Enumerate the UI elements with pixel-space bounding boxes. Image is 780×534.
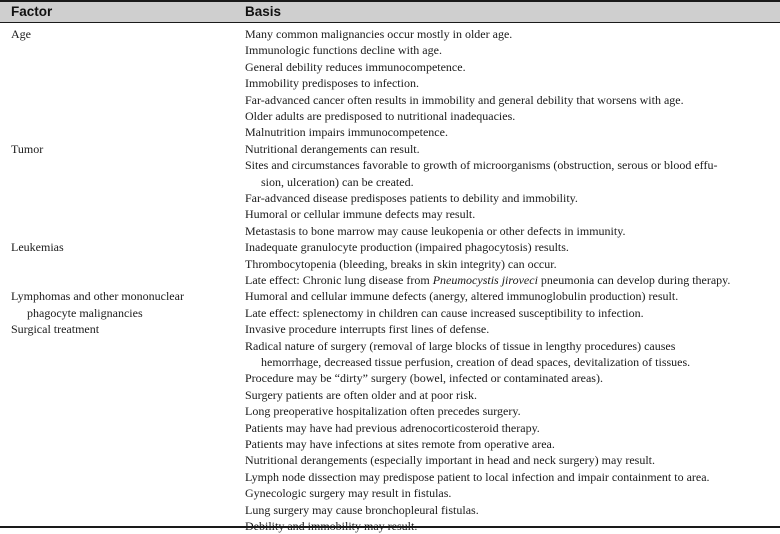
basis-cell: Debility and immobility may result. <box>245 519 418 533</box>
basis-cell: Thrombocytopenia (bleeding, breaks in skin integrity) can occur. <box>245 256 557 271</box>
factor-cell: Lymphomas and other mononuclear <box>11 289 184 304</box>
table-bottom-rule <box>0 526 780 528</box>
basis-cell: Long preoperative hospitalization often precedes surgery. <box>245 404 521 419</box>
basis-column-header: Basis <box>245 4 282 19</box>
factor-cell: phagocyte malignancies <box>27 305 143 320</box>
basis-cell: Far-advanced cancer often results in immobility and general debility that worsens with age. <box>245 92 684 107</box>
basis-cell: Humoral or cellular immune defects may result. <box>245 207 476 222</box>
basis-cell: Older adults are predisposed to nutritional inadequacies. <box>245 109 516 123</box>
basis-cell: Malnutrition impairs immunocompetence. <box>245 125 448 140</box>
table-header <box>0 0 780 23</box>
factor-cell: Leukemias <box>11 240 64 255</box>
basis-cell: Late effect: Chronic lung disease from Pneumocystis jiroveci pneumonia can develop during therapy. <box>245 273 731 287</box>
basis-cell: Nutritional derangements (especially important in head and neck surgery) may result. <box>245 453 655 468</box>
basis-cell: Humoral and cellular immune defects (anergy, altered immunoglobulin production) result. <box>245 289 679 304</box>
basis-cell: hemorrhage, decreased tissue perfusion, creation of dead spaces, devitalization of tissues. <box>261 355 691 369</box>
basis-cell: Lung surgery may cause bronchopleural fistulas. <box>245 502 479 517</box>
basis-cell: Immobility predisposes to infection. <box>245 76 419 91</box>
basis-cell: Inadequate granulocyte production (impaired phagocytosis) results. <box>245 240 569 255</box>
basis-cell: Radical nature of surgery (removal of large blocks of tissue in lengthy procedures) causes <box>245 338 676 353</box>
basis-cell: sion, ulceration) can be created. <box>261 174 414 189</box>
basis-cell: Late effect: splenectomy in children can cause increased susceptibility to infection. <box>245 305 644 320</box>
basis-cell: Lymph node dissection may predispose patient to local infection and impair containment to area. <box>245 469 710 484</box>
basis-cell: General debility reduces immunocompetence. <box>245 59 466 74</box>
basis-cell: Procedure may be “dirty” surgery (bowel, infected or contaminated areas). <box>245 371 603 386</box>
basis-cell: Patients may have infections at sites remote from operative area. <box>245 437 555 451</box>
basis-cell: Surgery patients are often older and at poor risk. <box>245 387 478 402</box>
basis-cell: Many common malignancies occur mostly in older age. <box>245 27 513 41</box>
factor-cell: Tumor <box>11 141 44 156</box>
basis-cell: Gynecologic surgery may result in fistulas. <box>245 486 452 501</box>
basis-cell: Metastasis to bone marrow may cause leukopenia or other defects in immunity. <box>245 223 626 238</box>
factor-cell: Age <box>11 27 31 41</box>
basis-cell: Sites and circumstances favorable to growth of microorganisms (obstruction, serous or blood effu- <box>245 158 718 173</box>
basis-cell: Patients may have had previous adrenocorticosteroid therapy. <box>245 420 540 435</box>
factor-column-header: Factor <box>11 4 53 19</box>
factor-cell: Surgical treatment <box>11 322 100 337</box>
basis-cell: Immunologic functions decline with age. <box>245 43 442 58</box>
basis-cell: Far-advanced disease predisposes patients to debility and immobility. <box>245 191 578 205</box>
basis-cell: Nutritional derangements can result. <box>245 141 420 156</box>
basis-cell: Invasive procedure interrupts first lines of defense. <box>245 322 490 337</box>
